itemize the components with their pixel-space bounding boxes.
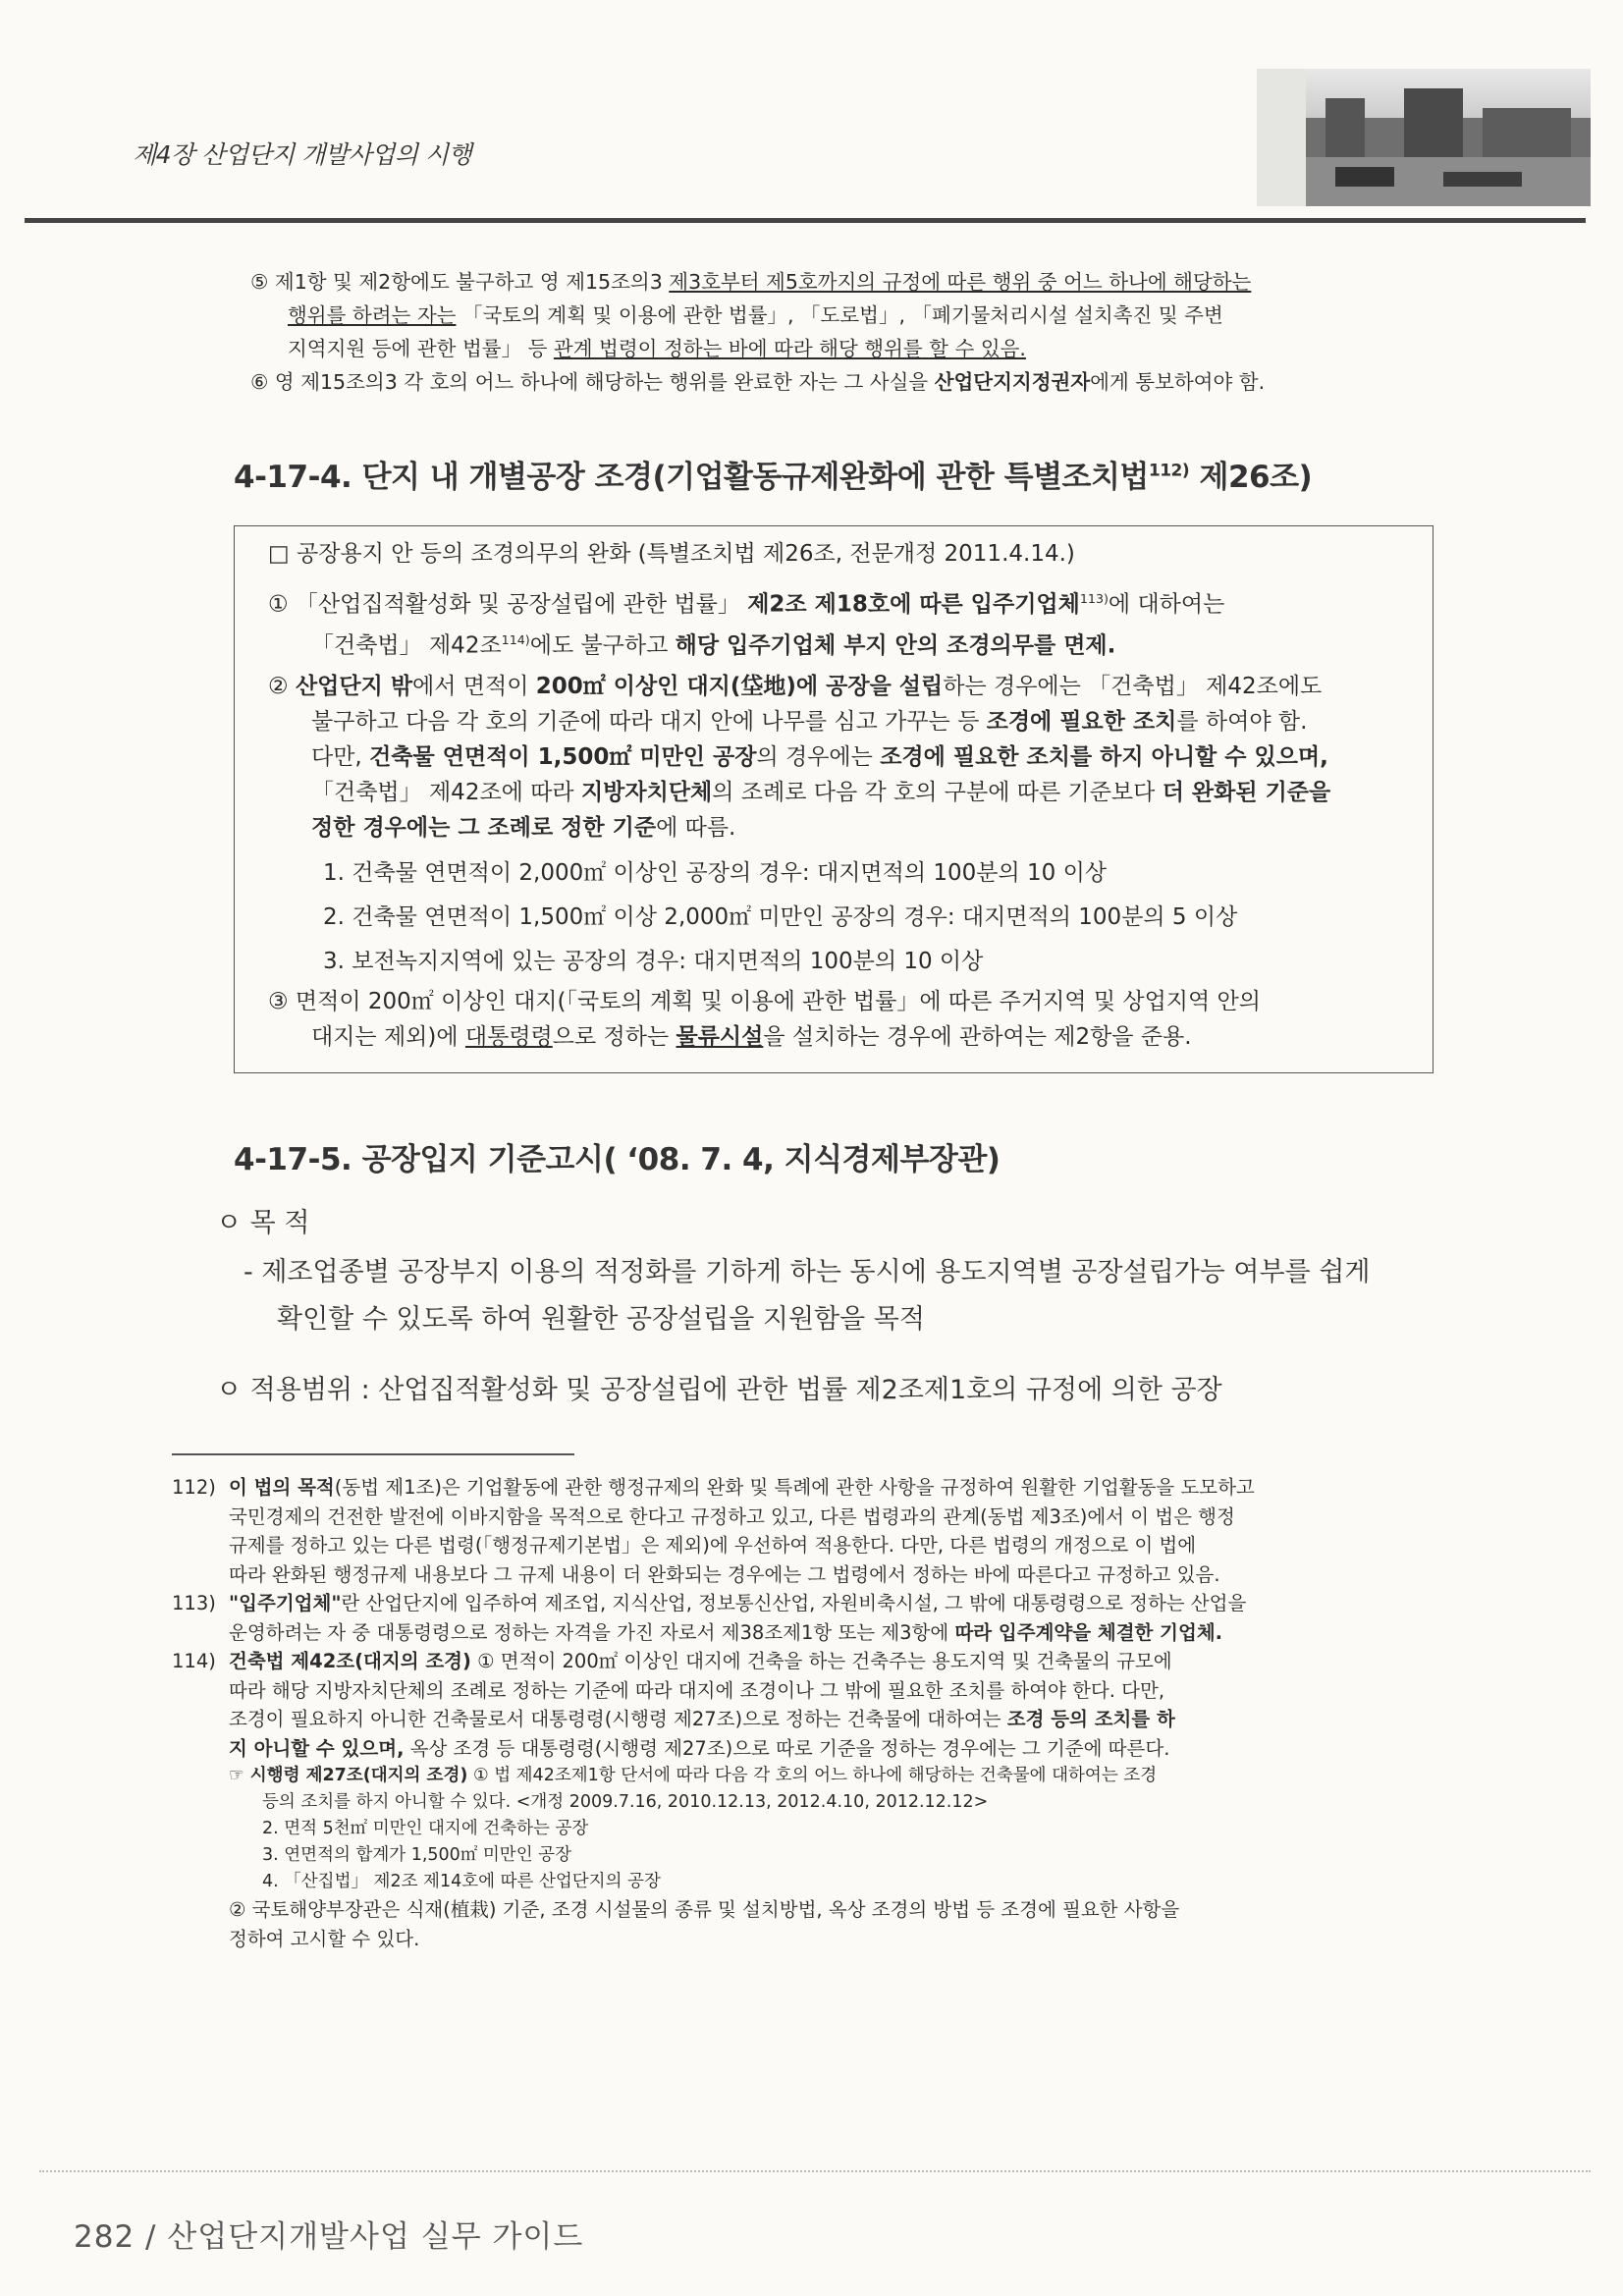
scope-line: ㅇ 적용범위 : 산업집적활성화 및 공장설립에 관한 법률 제2조제1호의 규정에 의한 공장 bbox=[216, 1375, 1222, 1405]
footnote-112: 112) 이 법의 목적(동법 제1조)은 기업활동에 관한 행정규제의 완화 및 특례에 관한 사항을 규정하여 원활한 기업활동을 도모하고 국민경제의 건전한 발전에 이바지함을 목적으로 한다고 규정하고 있고, 다른 법령과의 관계(동법 제3조)에서 이 법은 행정 규제를 정하고 있는 다른 법령(「행정규제기본법」은 제외)에 우선하여 적용한다. 다만, 다른 법령의 개정으로 이 법에 따라 완화된 행정규제 내용보다 그 규제 내용이 더 완화되는 경우에는 그 법령에서 정하는 바에 따른다고 규정하고 있음. bbox=[172, 1476, 1255, 1586]
chapter-title: 제4장 산업단지 개발사업의 시행 bbox=[133, 140, 472, 169]
box-item3-line2: 대지는 제외)에 대통령령으로 정하는 물류시설을 설치하는 경우에 관하여는 제2항을 준용. bbox=[311, 1024, 1192, 1051]
item5-line2: 행위를 하려는 자는 「국토의 계획 및 이용에 관한 법률」, 「도로법」, 「폐기물처리시설 설치촉진 및 주변 bbox=[288, 303, 1223, 327]
box-item1-line1: ① 「산업집적활성화 및 공장설립에 관한 법률」 제2조 제18호에 따른 입주기업체$^{113)}$에 대하여는 bbox=[268, 591, 1225, 618]
item5-line1: ⑤ 제1항 및 제2항에도 불구하고 영 제15조의3 제3호부터 제5호까지의 규정에 따른 행위 중 어느 하나에 해당하는 bbox=[250, 270, 1252, 294]
box-criteria-list bbox=[268, 851, 1330, 984]
footer-divider bbox=[39, 2170, 1591, 2173]
footnote-rule bbox=[172, 1453, 574, 1455]
box-item2-line3: 다만, 건축물 연면적이 1,500㎡ 미만인 공장의 경우에는 조경에 필요한 조치를 하지 아니할 수 있으며, bbox=[311, 744, 1328, 771]
footnotes bbox=[172, 1473, 1255, 1953]
footnote-113: 113) "입주기업체"란 산업단지에 입주하여 제조업, 지식산업, 정보통신산업, 자원비축시설, 그 밖에 대통령령으로 정하는 산업을 운영하려는 자 중 대통령령으로 정하는 자격을 가진 자로서 제38조제1항 또는 제3항에 따라 입주계약을 체결한 기업체. bbox=[172, 1592, 1247, 1644]
box-item2-line1: ② 산업단지 밖에서 면적이 200㎡ 이상인 대지(垈地)에 공장을 설립하는 경우에는 「건축법」 제42조에도 bbox=[268, 674, 1323, 700]
purpose-line2: 확인할 수 있도록 하여 원활한 공장설립을 지원함을 목적 bbox=[277, 1304, 925, 1335]
enforcement-decree-note: ☞ 시행령 제27조(대지의 조경) ① 법 제42조제1항 단서에 따라 다음 각 호의 어느 하나에 해당하는 건축물에 대하여는 조경 bbox=[229, 1766, 1158, 1785]
purpose-label: ㅇ 목 적 bbox=[216, 1208, 310, 1238]
box-item2-line5: 정한 경우에는 그 조례로 정한 기준에 따름. bbox=[311, 815, 736, 842]
landscaping-box bbox=[234, 525, 1434, 1073]
list-item: 2. 건축물 연면적이 1,500㎡ 이상 2,000㎡ 미만인 공장의 경우: 대지면적의 100분의 5 이상 bbox=[323, 904, 1238, 931]
header-rule bbox=[25, 218, 1586, 223]
intro-paragraphs bbox=[250, 265, 1265, 399]
list-item: 1. 건축물 연면적이 2,000㎡ 이상인 공장의 경우: 대지면적의 100분의 10 이상 bbox=[323, 860, 1108, 887]
page-footer: 282 / 산업단지개발사업 실무 가이드 bbox=[74, 2219, 584, 2255]
box-item2-line4: 「건축법」 제42조에 따라 지방자치단체의 조례로 다음 각 호의 구분에 따른 기준보다 더 완화된 기준을 bbox=[311, 780, 1331, 806]
box-item3-line1: ③ 면적이 200㎡ 이상인 대지(「국토의 계획 및 이용에 관한 법률」에 따른 주거지역 및 상업지역 안의 bbox=[268, 989, 1261, 1015]
list-item: 3. 보전녹지지역에 있는 공장의 경우: 대지면적의 100분의 10 이상 bbox=[323, 949, 984, 975]
box-item1-line2: 「건축법」 제42조$^{114)}$에도 불구하고 해당 입주기업체 부지 안의 조경의무를 면제. bbox=[311, 631, 1116, 659]
section-heading-4-17-4: 4-17-4. 단지 내 개별공장 조경(기업활동규제완화에 관한 특별조치법$^{112)}$ 제26조) bbox=[234, 460, 1313, 495]
purpose-line1: - 제조업종별 공장부지 이용의 적정화를 기하게 하는 동시에 용도지역별 공장설립가능 여부를 쉽게 bbox=[243, 1257, 1371, 1287]
footnote-114: 114) 건축법 제42조(대지의 조경) ① 면적이 200㎡ 이상인 대지에 건축을 하는 건축주는 용도지역 및 건축물의 규모에 따라 해당 지방자치단체의 조례로 정하는 기준에 따라 대지에 조경이나 그 밖에 필요한 조치를 하여야 한다. 다만, 조경이 필요하지 아니한 건축물로서 대통령령(시행령 제27조)으로 정하는 건축물에 대하여는 조경 등의 조치를 하 지 아니할 수 있으며, 옥상 조경 등 대통령령(시행령 제27조)으로 따로 기준을 정하는 경우에는 그 기준에 따른다. ☞ 시행령 제27조(대지의 조경) ① 법 제42조제1항 단서에 따라 다음 각 호의 어느 하나에 해당하는 건축물에 대하여는 조경 등의 조치를 하지 아니할 수 있다. <개정 2009.7.16, 2010.12.13, 2012.4.10, 2012.12.12> 2. 면적 5천㎡ 미만인 대지에 건축하는 공장 3. 연면적의 합계가 1,500㎡ 미만인 공장 4. 「산집법」 제2조 제14호에 따른 산업단지의 공장 ② 국토해양부장관은 식재(植栽) 기준, 조경 시설물의 종류 및 설치방법, 옥상 조경의 방법 등 조경에 필요한 사항을 정하여 고시할 수 있다. bbox=[172, 1647, 1255, 1953]
box-item2-line2: 불구하고 다음 각 호의 기준에 따라 대지 안에 나무를 심고 가꾸는 등 조경에 필요한 조치를 하여야 함. bbox=[311, 709, 1308, 736]
item6-line: ⑥ 영 제15조의3 각 호의 어느 하나에 해당하는 행위를 완료한 자는 그 사실을 산업단지지정권자에게 통보하여야 함. bbox=[250, 370, 1266, 394]
header-photo-image bbox=[1188, 69, 1591, 206]
section-heading-4-17-5: 4-17-5. 공장입지 기준고시( ‘08. 7. 4, 지식경제부장관) bbox=[234, 1142, 1001, 1177]
item5-line3: 지역지원 등에 관한 법률」 등 관계 법령이 정하는 바에 따라 해당 행위를 할 수 있음. bbox=[288, 337, 1026, 360]
section-4-17-5-body bbox=[216, 1198, 1370, 1414]
box-title: □ 공장용지 안 등의 조경의무의 완화 (특별조치법 제26조, 전문개정 2011.4.14.) bbox=[268, 541, 1075, 567]
